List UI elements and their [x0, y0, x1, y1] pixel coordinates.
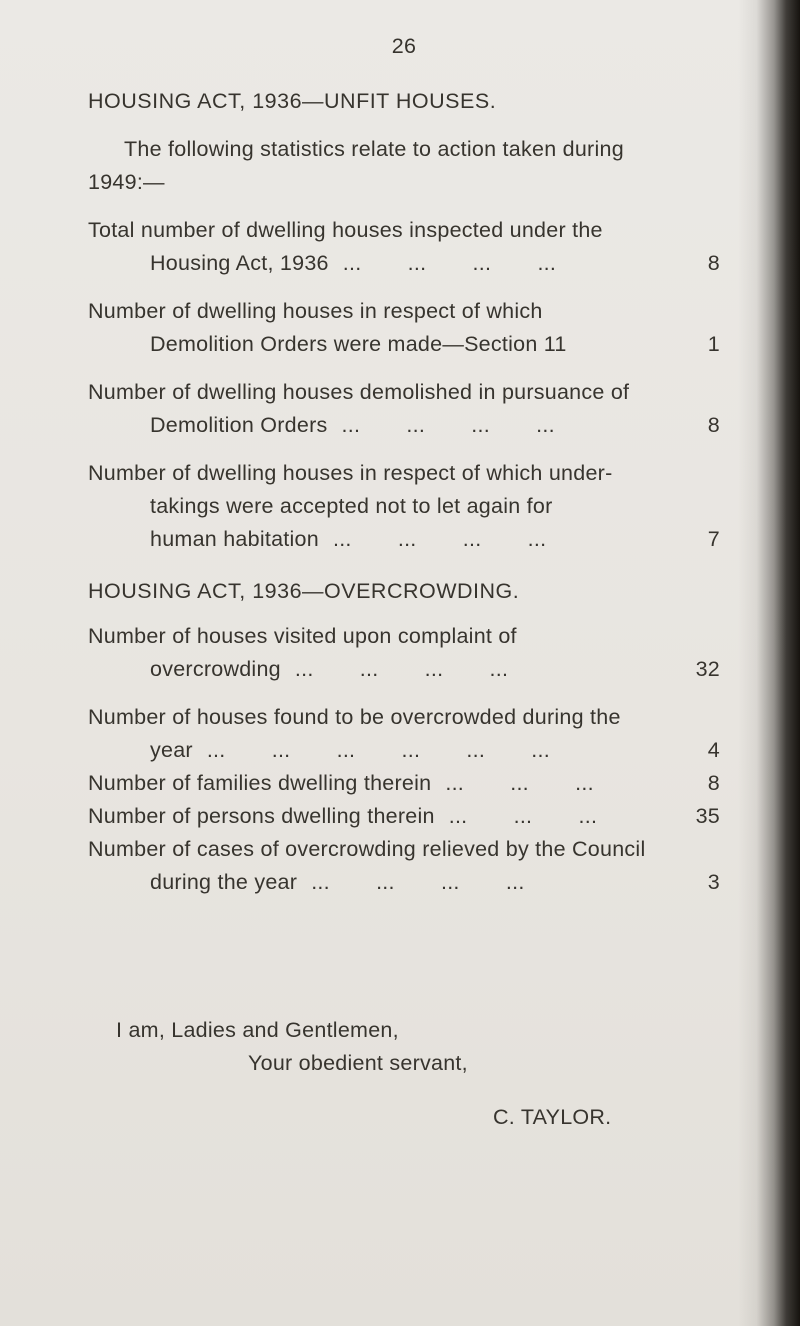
closing-valediction: Your obedient servant,: [248, 1051, 468, 1075]
section-heading: HOUSING ACT, 1936—UNFIT HOUSES.: [88, 89, 497, 113]
stat-item-found-overcrowded: [88, 701, 720, 767]
stat-line: Number of dwelling houses demolished in pursuance of: [88, 380, 630, 404]
stat-text: Number of families dwelling therein: [88, 771, 432, 795]
stat-value: 4: [707, 738, 720, 762]
stat-line: Number of houses visited upon complaint of: [88, 624, 517, 648]
dot-leaders: ... ... ... ... ... ...: [206, 738, 550, 762]
stat-text: Demolition Orders: [150, 413, 328, 437]
stat-text: during the year: [150, 870, 298, 894]
page-content: [88, 30, 720, 1134]
stat-value: 1: [707, 332, 720, 356]
stat-value: 8: [707, 771, 720, 795]
stat-text: year: [150, 738, 193, 762]
section-heading: HOUSING ACT, 1936—OVERCROWDING.: [88, 579, 520, 603]
stat-item-demolition-orders-made: [88, 295, 720, 361]
stat-final-line: [88, 523, 720, 556]
stat-value: 7: [707, 527, 720, 551]
stat-final-line: [88, 409, 720, 442]
stat-final-line: [88, 653, 720, 686]
section-overcrowding: [88, 575, 720, 899]
stat-item-inspected: [88, 214, 720, 280]
stat-value: 8: [707, 251, 720, 275]
stat-line: Total number of dwelling houses inspected under the: [88, 218, 603, 242]
stat-text: Demolition Orders were made—Section 11: [150, 332, 567, 356]
stat-value: 3: [707, 870, 720, 894]
intro-line: The following statistics relate to action taken during: [124, 137, 624, 161]
stat-line: Number of cases of overcrowding relieved by the Council: [88, 837, 646, 861]
stat-value: 32: [695, 657, 720, 681]
intro-paragraph: [88, 133, 720, 199]
stat-final-line: [88, 328, 720, 361]
dot-leaders: ... ... ... ...: [311, 870, 525, 894]
stat-item-demolished: [88, 376, 720, 442]
stat-line: Number of dwelling houses in respect of which: [88, 299, 543, 323]
dot-leaders: ... ... ... ...: [342, 251, 557, 275]
stat-item-visited: [88, 620, 720, 686]
section-unfit-houses: [88, 85, 720, 556]
dot-leaders: ... ... ... ...: [332, 527, 547, 551]
stat-final-line: [88, 866, 720, 899]
stat-text: overcrowding: [150, 657, 281, 681]
stat-item-persons: [88, 800, 720, 833]
stat-text: Housing Act, 1936: [150, 251, 329, 275]
stat-value: 35: [695, 804, 720, 828]
page-number: 26: [391, 34, 417, 58]
stat-text: human habitation: [150, 527, 319, 551]
dot-leaders: ... ... ... ...: [294, 657, 509, 681]
stat-item-families: [88, 767, 720, 800]
stat-item-undertakings: [88, 457, 720, 556]
stat-line: takings were accepted not to let again for: [150, 494, 553, 518]
closing-salutation: I am, Ladies and Gentlemen,: [116, 1018, 399, 1042]
dot-leaders: ... ... ...: [445, 771, 594, 795]
signature: C. TAYLOR.: [493, 1105, 612, 1129]
intro-line: 1949:—: [88, 170, 165, 194]
stat-text: Number of persons dwelling therein: [88, 804, 435, 828]
stat-final-line: [88, 247, 720, 280]
stat-final-line: [88, 767, 720, 800]
dot-leaders: ... ... ... ...: [341, 413, 555, 437]
stat-line: Number of dwelling houses in respect of which under-: [88, 461, 613, 485]
stat-value: 8: [707, 413, 720, 437]
stat-final-line: [88, 734, 720, 767]
stat-line: Number of houses found to be overcrowded during the: [88, 705, 621, 729]
closing-block: [88, 1014, 720, 1134]
dot-leaders: ... ... ...: [448, 804, 598, 828]
book-edge-shadow: [738, 0, 800, 1326]
stat-item-relieved: [88, 833, 720, 899]
stat-final-line: [88, 800, 720, 833]
